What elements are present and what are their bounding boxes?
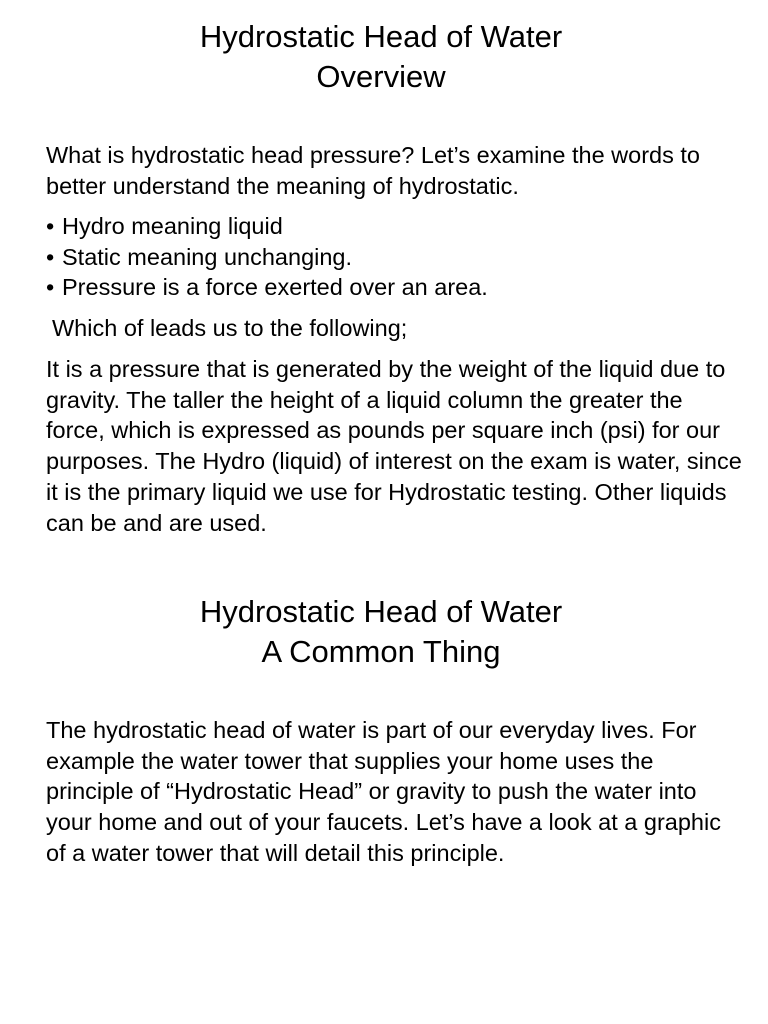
common-thing-title-line-2: A Common Thing (261, 634, 501, 669)
list-item (46, 211, 746, 242)
lead-in-text: Which of leads us to the following; (52, 315, 408, 341)
bullet-icon: • (46, 243, 55, 270)
overview-body-paragraph: It is a pressure that is generated by the weight of the liquid due to gravity. The taller the height of a liquid column the greater the force, which is expressed as pounds per square inch (psi) for our purposes. The Hydro (liquid) of interest on the exam is water, since it is the primary liquid we use for Hydrostatic testing. Other liquids can be and are used. (46, 356, 742, 536)
bullet-icon: • (46, 213, 55, 239)
list-item (46, 272, 746, 303)
definition-list (46, 211, 746, 303)
list-item-text: Static meaning unchanging. (62, 243, 353, 270)
bullet-icon: • (46, 274, 55, 301)
list-item (46, 242, 746, 273)
common-thing-title-line-1: Hydrostatic Head of Water (199, 594, 563, 629)
overview-title (0, 17, 762, 97)
list-item-text: Hydro meaning liquid (62, 213, 283, 239)
overview-title-line-2: Overview (316, 59, 446, 94)
list-item-text: Pressure is a force exerted over an area. (62, 274, 488, 301)
intro-paragraph: What is hydrostatic head pressure? Let’s examine the words to better understand the meaning of hydrostatic. (46, 142, 700, 199)
common-thing-body-paragraph: The hydrostatic head of water is part of our everyday lives. For example the water tower that supplies your home uses the principle of “Hydrostatic Head” or gravity to push the water into your home and out of your faucets. Let’s have a look at a graphic of a water tower that will detail this principle. (46, 717, 721, 866)
common-thing-title (0, 592, 762, 672)
overview-title-line-1: Hydrostatic Head of Water (199, 19, 563, 54)
